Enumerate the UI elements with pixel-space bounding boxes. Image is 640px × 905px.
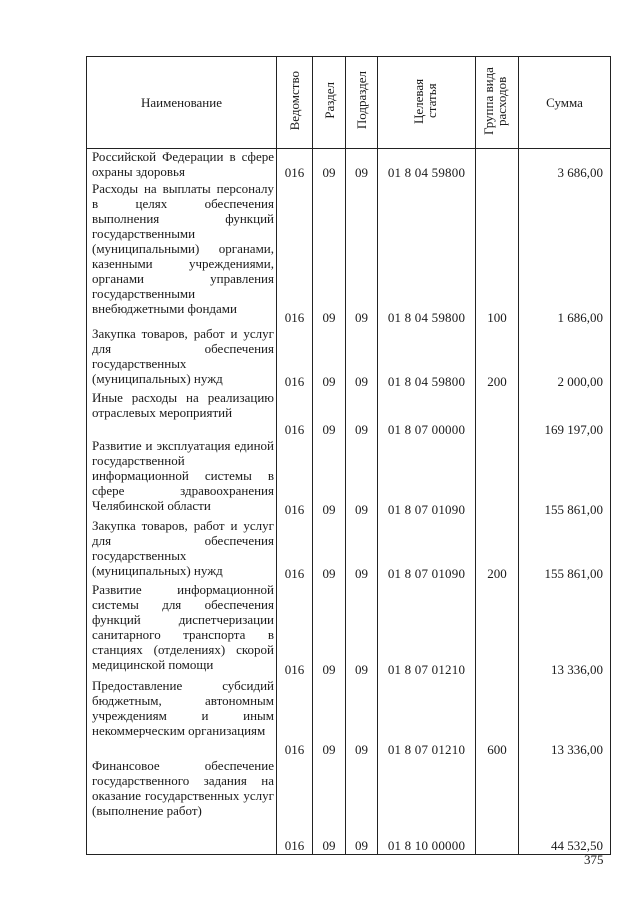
budget-table — [86, 56, 611, 855]
row-podrazdel: 09 — [346, 149, 378, 182]
row-celevaya: 01 8 07 01090 — [378, 518, 476, 582]
row-razdel: 09 — [313, 326, 346, 390]
row-summa: 13 336,00 — [519, 582, 611, 678]
row-gruppa: 100 — [476, 181, 519, 326]
table-row — [87, 326, 611, 390]
table-row — [87, 390, 611, 438]
row-summa: 155 861,00 — [519, 518, 611, 582]
row-gruppa — [476, 149, 519, 182]
row-ved: 016 — [277, 518, 313, 582]
table-row — [87, 758, 611, 854]
row-name: Закупка товаров, работ и услуг для обеспечения государственных (муниципальных) нужд — [87, 326, 277, 390]
row-podrazdel: 09 — [346, 438, 378, 518]
header-celevaya: Целевая статья — [378, 57, 476, 149]
row-celevaya: 01 8 07 00000 — [378, 390, 476, 438]
row-name: Иные расходы на реализацию отраслевых мероприятий — [87, 390, 277, 438]
row-podrazdel: 09 — [346, 390, 378, 438]
row-gruppa: 600 — [476, 678, 519, 758]
row-razdel: 09 — [313, 758, 346, 854]
row-razdel: 09 — [313, 181, 346, 326]
row-ved: 016 — [277, 758, 313, 854]
row-ved: 016 — [277, 181, 313, 326]
header-razdel: Раздел — [313, 57, 346, 149]
row-ved: 016 — [277, 678, 313, 758]
row-name: Российской Федерации в сфере охраны здоровья — [87, 149, 277, 182]
header-gruppa: Группа вида расходов — [476, 57, 519, 149]
table-row — [87, 438, 611, 518]
row-name: Закупка товаров, работ и услуг для обеспечения государственных (муниципальных) нужд — [87, 518, 277, 582]
row-summa: 155 861,00 — [519, 438, 611, 518]
row-summa: 3 686,00 — [519, 149, 611, 182]
row-celevaya: 01 8 07 01090 — [378, 438, 476, 518]
row-ved: 016 — [277, 149, 313, 182]
row-podrazdel: 09 — [346, 582, 378, 678]
row-razdel: 09 — [313, 438, 346, 518]
row-celevaya: 01 8 04 59800 — [378, 149, 476, 182]
row-name: Финансовое обеспечение государственного задания на оказание государственных услуг (выполнение работ) — [87, 758, 277, 854]
row-celevaya: 01 8 04 59800 — [378, 326, 476, 390]
row-name: Развитие информационной системы для обеспечения функций диспетчеризации санитарного транспорта в станциях (отделениях) скорой медицинской помощи — [87, 582, 277, 678]
row-razdel: 09 — [313, 678, 346, 758]
row-name: Расходы на выплаты персоналу в целях обеспечения выполнения функций государственными (муниципальными) органами, казенными учреждениями, органами управления государственными внебюджетными фондами — [87, 181, 277, 326]
row-gruppa: 200 — [476, 518, 519, 582]
header-summa: Сумма — [519, 57, 611, 149]
row-ved: 016 — [277, 326, 313, 390]
row-name: Развитие и эксплуатация единой государственной информационной системы в сфере здравоохранения Челябинской области — [87, 438, 277, 518]
row-ved: 016 — [277, 582, 313, 678]
row-ved: 016 — [277, 438, 313, 518]
row-podrazdel: 09 — [346, 181, 378, 326]
row-celevaya: 01 8 10 00000 — [378, 758, 476, 854]
row-gruppa — [476, 758, 519, 854]
row-gruppa — [476, 438, 519, 518]
row-celevaya: 01 8 07 01210 — [378, 582, 476, 678]
row-summa: 44 532,50 — [519, 758, 611, 854]
header-vedomstvo: Ведомство — [277, 57, 313, 149]
row-razdel: 09 — [313, 518, 346, 582]
row-gruppa — [476, 390, 519, 438]
row-razdel: 09 — [313, 582, 346, 678]
row-summa: 1 686,00 — [519, 181, 611, 326]
row-razdel: 09 — [313, 149, 346, 182]
row-podrazdel: 09 — [346, 758, 378, 854]
table-row — [87, 518, 611, 582]
header-name: Наименование — [87, 57, 277, 149]
table-row — [87, 181, 611, 326]
table-row — [87, 149, 611, 182]
row-podrazdel: 09 — [346, 518, 378, 582]
row-gruppa — [476, 582, 519, 678]
row-razdel: 09 — [313, 390, 346, 438]
header-podrazdel: Подраздел — [346, 57, 378, 149]
table-row — [87, 582, 611, 678]
row-summa: 169 197,00 — [519, 390, 611, 438]
page-number: 375 — [584, 852, 604, 867]
row-gruppa: 200 — [476, 326, 519, 390]
row-podrazdel: 09 — [346, 326, 378, 390]
table-header-row — [87, 57, 611, 149]
row-celevaya: 01 8 04 59800 — [378, 181, 476, 326]
table-row — [87, 678, 611, 758]
row-celevaya: 01 8 07 01210 — [378, 678, 476, 758]
row-podrazdel: 09 — [346, 678, 378, 758]
row-name: Предоставление субсидий бюджетным, автономным учреждениям и иным некоммерческим организациям — [87, 678, 277, 758]
row-summa: 13 336,00 — [519, 678, 611, 758]
row-summa: 2 000,00 — [519, 326, 611, 390]
row-ved: 016 — [277, 390, 313, 438]
